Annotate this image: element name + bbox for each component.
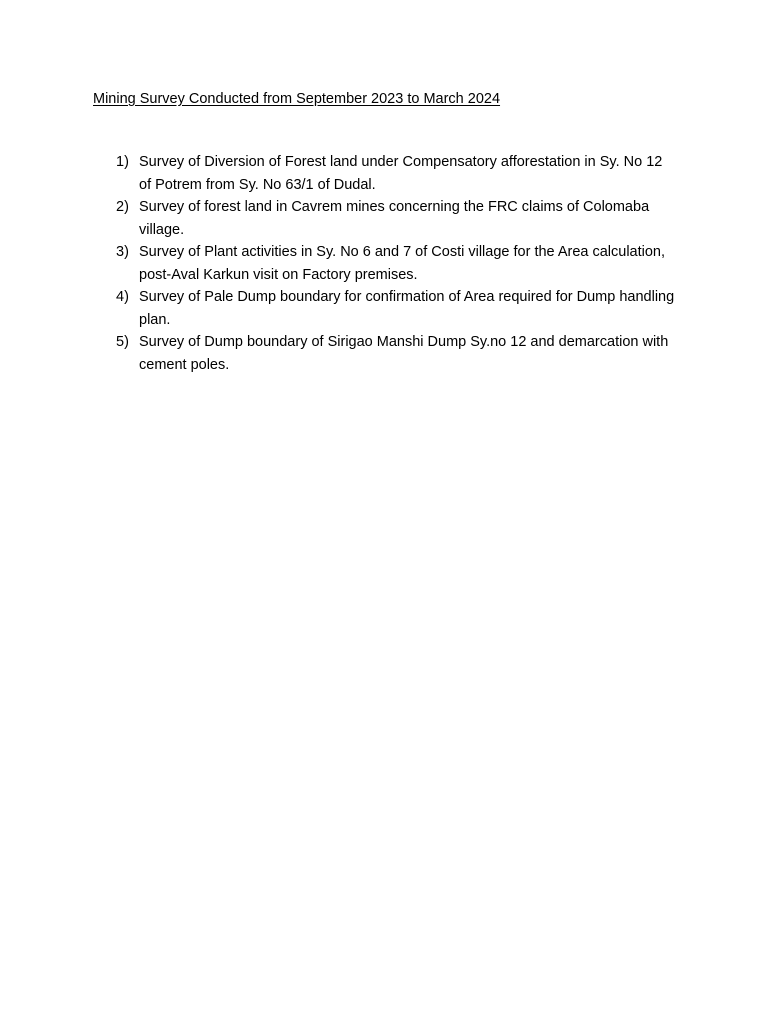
list-item-number: 5) (116, 334, 129, 350)
list-item-text: Survey of Diversion of Forest land under Compensatory afforestation in Sy. No 12 of Potrem from Sy. No 63/1 of Dudal. (139, 154, 663, 193)
list-item-text: Survey of forest land in Cavrem mines concerning the FRC claims of Colomaba village. (139, 199, 650, 238)
list-item-text: Survey of Pale Dump boundary for confirmation of Area required for Dump handling plan. (139, 289, 675, 328)
list-item (116, 331, 676, 376)
list-item (116, 241, 676, 286)
survey-list (116, 151, 676, 376)
list-item-text: Survey of Dump boundary of Sirigao Manshi Dump Sy.no 12 and demarcation with cement poles. (139, 334, 669, 373)
list-item (116, 286, 676, 331)
list-item-number: 2) (116, 199, 129, 215)
list-item-number: 3) (116, 244, 129, 260)
document-title: Mining Survey Conducted from September 2023 to March 2024 (93, 91, 501, 107)
list-item (116, 151, 676, 196)
list-item-text: Survey of Plant activities in Sy. No 6 and 7 of Costi village for the Area calculation, post-Aval Karkun visit on Factory premises. (139, 244, 666, 283)
list-item-number: 1) (116, 154, 129, 170)
list-item (116, 196, 676, 241)
list-item-number: 4) (116, 289, 129, 305)
